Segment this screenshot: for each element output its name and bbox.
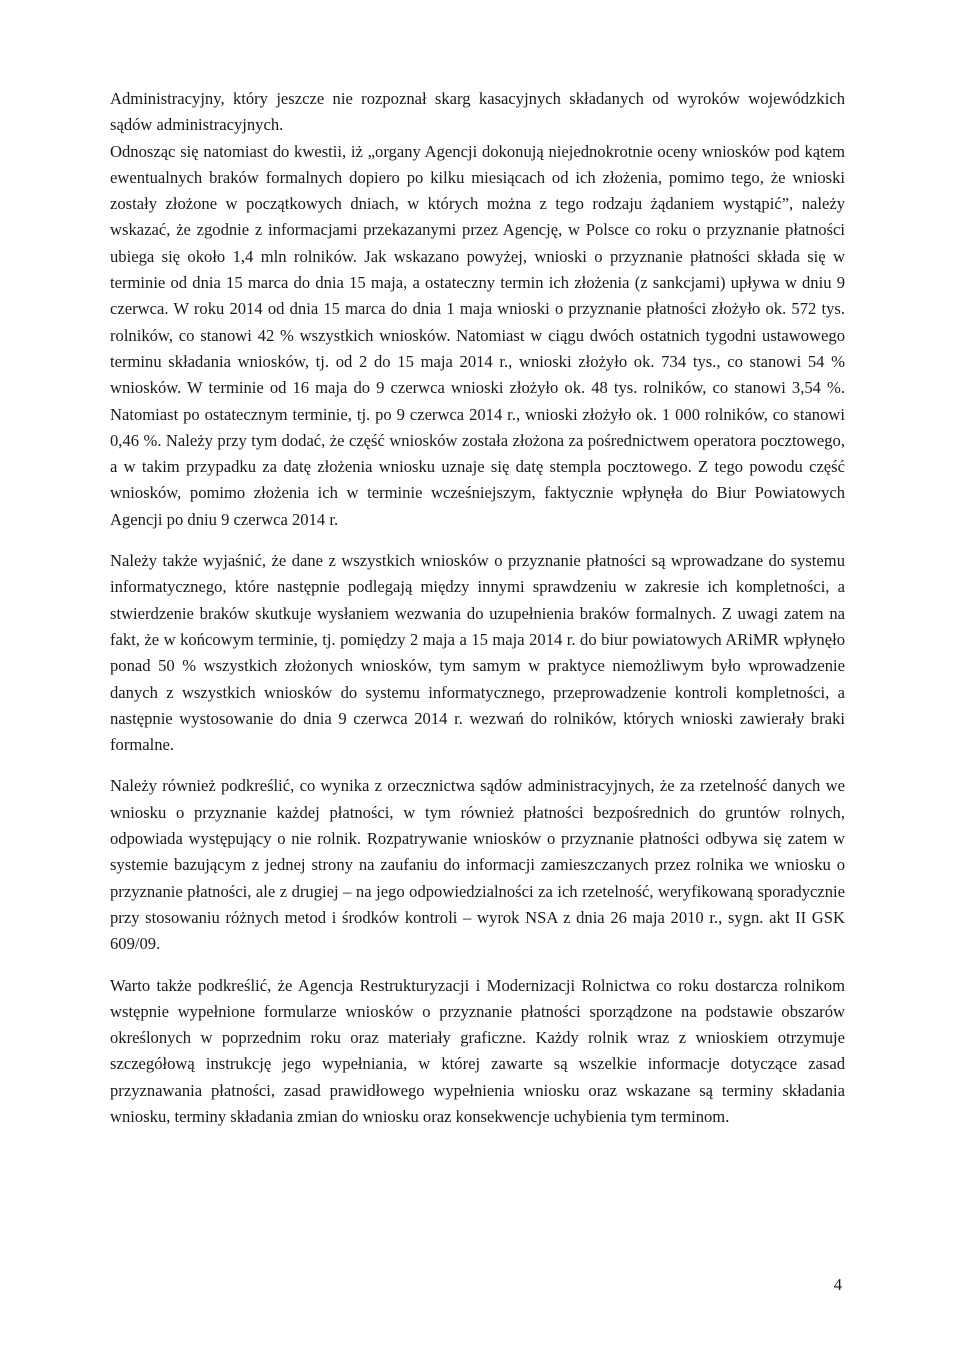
paragraph-4: Należy również podkreślić, co wynika z orzecznictwa sądów administracyjnych, że za rzetelność danych we wniosku o przyznanie każdej płatności, w tym również płatności bezpośrednich do gruntów rolnych, odpowiada występujący o nie rolnik. Rozpatrywanie wniosków o przyznanie płatności odbywa się zatem w systemie bazującym z jednej strony na zaufaniu do informacji zamieszczanych przez rolnika we wniosku o przyznanie płatności, ale z drugiej – na jego odpowiedzialności za ich rzetelność, weryfikowaną sporadycznie przy stosowaniu różnych metod i środków kontroli – wyrok NSA z dnia 26 maja 2010 r., sygn. akt II GSK 609/09. (110, 776, 845, 954)
paragraph-2: Odnosząc się natomiast do kwestii, iż „organy Agencji dokonują niejednokrotnie oceny wniosków pod kątem ewentualnych braków formalnych dopiero po kilku miesiącach od ich złożenia, pomimo tego, że wnioski zostały złożone w początkowych dniach, w których można z tego rodzaju żądaniem wystąpić”, należy wskazać, że zgodnie z informacjami przekazanymi przez Agencję, w Polsce co roku o przyznanie płatności ubiega się około 1,4 mln rolników. Jak wskazano powyżej, wnioski o przyznanie płatności składa się w terminie od dnia 15 marca do dnia 15 maja, a ostateczny termin ich złożenia (z sankcjami) upływa w dniu 9 czerwca. W roku 2014 od dnia 15 marca do dnia 1 maja wnioski o przyznanie płatności złożyło ok. 572 tys. rolników, co stanowi 42 % wszystkich wniosków. Natomiast w ciągu dwóch ostatnich tygodni ustawowego terminu składania wniosków, tj. od 2 do 15 maja 2014 r., wnioski złożyło ok. 734 tys., co stanowi 54 % wniosków. W terminie od 16 maja do 9 czerwca wnioski złożyło ok. 48 tys. rolników, co stanowi 3,54 %. Natomiast po ostatecznym terminie, tj. po 9 czerwca 2014 r., wnioski złożyło ok. 1 000 rolników, co stanowi 0,46 %. Należy przy tym dodać, że część wniosków została złożona za pośrednictwem operatora pocztowego, a w takim przypadku za datę złożenia wniosku uznaje się datę stempla pocztowego. Z tego powodu część wniosków, pomimo złożenia ich w terminie wcześniejszym, faktycznie wpłynęła do Biur Powiatowych Agencji po dniu 9 czerwca 2014 r. (110, 141, 845, 529)
document-body (110, 86, 845, 1130)
paragraph-1: Administracyjny, który jeszcze nie rozpoznał skarg kasacyjnych składanych od wyroków wojewódzkich sądów administracyjnych. (110, 89, 845, 135)
page-number: 4 (833, 1275, 842, 1294)
paragraph-5: Warto także podkreślić, że Agencja Restrukturyzacji i Modernizacji Rolnictwa co roku dostarcza rolnikom wstępnie wypełnione formularze wniosków o przyznanie płatności sporządzone na podstawie obszarów określonych w poprzednim roku oraz materiały graficzne. Każdy rolnik wraz z wnioskiem otrzymuje szczegółową instrukcję jego wypełniania, w której zawarte są wszelkie informacje dotyczące zasad przyznawania płatności, zasad prawidłowego wypełnienia wniosku oraz wskazane są terminy składania wniosku, terminy składania zmian do wniosku oraz konsekwencje uchybienia tym terminom. (110, 975, 845, 1126)
paragraph-3: Należy także wyjaśnić, że dane z wszystkich wniosków o przyznanie płatności są wprowadzane do systemu informatycznego, które następnie podlegają między innymi sprawdzeniu w zakresie ich kompletności, a stwierdzenie braków skutkuje wysłaniem wezwania do uzupełnienia braków formalnych. Z uwagi zatem na fakt, że w końcowym terminie, tj. pomiędzy 2 maja a 15 maja 2014 r. do biur powiatowych ARiMR wpłynęło ponad 50 % wszystkich złożonych wniosków, tym samym w praktyce niemożliwym było wprowadzenie danych z wszystkich wniosków do systemu informatycznego, przeprowadzenie kontroli kompletności, a następnie wystosowanie do dnia 9 czerwca 2014 r. wezwań do rolników, których wnioski zawierały braki formalne. (110, 551, 845, 755)
